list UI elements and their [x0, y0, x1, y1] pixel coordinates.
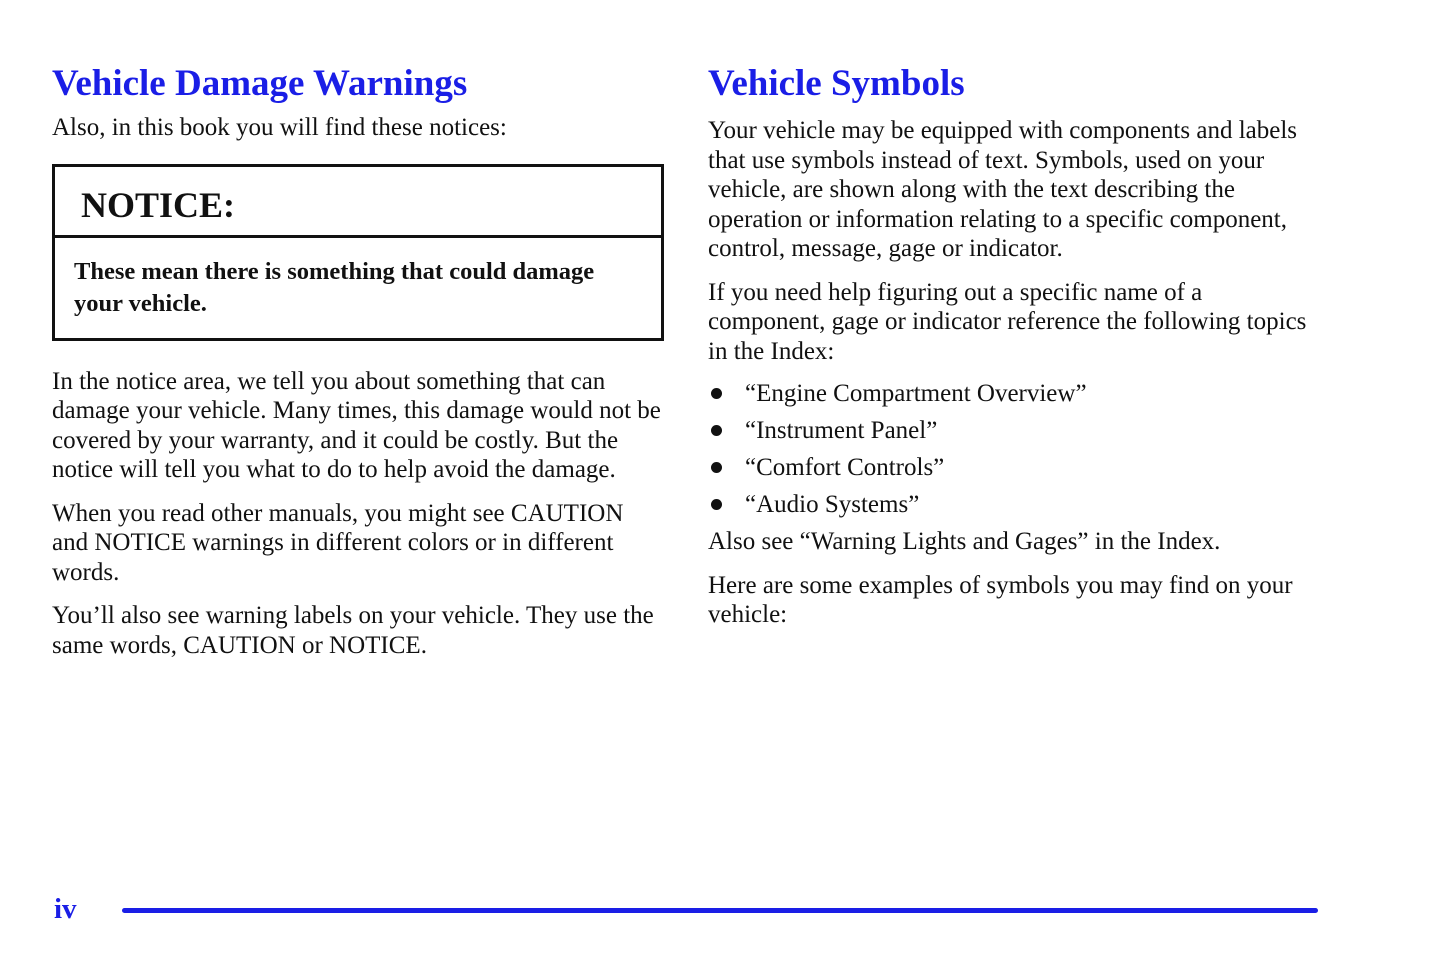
bullet-icon	[711, 388, 722, 399]
notice-body: These mean there is something that could damage your vehicle.	[74, 257, 595, 317]
left-column	[52, 62, 664, 660]
bullet-icon	[711, 499, 722, 510]
list-item	[708, 416, 1318, 445]
paragraph-other-manuals: When you read other manuals, you might see CAUTION and NOTICE warnings in different colors or in different words.	[52, 499, 624, 586]
topic-label: “Comfort Controls”	[745, 454, 945, 481]
topic-label: “Audio Systems”	[745, 491, 920, 518]
list-item	[708, 453, 1318, 482]
notice-box	[52, 164, 664, 341]
paragraph-index-help: If you need help figuring out a specific name of a component, gage or indicator reference the following topics in the Index:	[708, 278, 1307, 365]
index-topics-list	[708, 379, 1318, 519]
bullet-icon	[711, 425, 722, 436]
right-column	[708, 62, 1318, 630]
topic-label: “Engine Compartment Overview”	[745, 380, 1087, 407]
paragraph-symbols-intro: Your vehicle may be equipped with components and labels that use symbols instead of text. Symbols, used on your vehicle, are shown along with the text describing the operation or information relating to a specific component, control, message, gage or indicator.	[708, 117, 1298, 262]
paragraph-symbol-examples: Here are some examples of symbols you may find on your vehicle:	[708, 571, 1293, 628]
intro-paragraph: Also, in this book you will find these notices:	[52, 114, 507, 141]
notice-heading: NOTICE:	[55, 167, 661, 238]
paragraph-warning-labels: You’ll also see warning labels on your vehicle. They use the same words, CAUTION or NOTICE.	[52, 602, 654, 659]
list-item	[708, 379, 1318, 408]
footer-rule	[122, 908, 1318, 913]
topic-label: “Instrument Panel”	[745, 417, 938, 444]
section-title-vehicle-damage-warnings: Vehicle Damage Warnings	[52, 63, 468, 104]
bullet-icon	[711, 462, 722, 473]
page-number: iv	[54, 893, 77, 925]
paragraph-also-see: Also see “Warning Lights and Gages” in the Index.	[708, 528, 1221, 555]
section-title-vehicle-symbols: Vehicle Symbols	[708, 63, 965, 104]
paragraph-notice-area: In the notice area, we tell you about something that can damage your vehicle. Many times, this damage would not be covered by your warranty, and it could be costly. But the notice will tell you what to do to help avoid the damage.	[52, 367, 661, 483]
list-item	[708, 490, 1318, 519]
